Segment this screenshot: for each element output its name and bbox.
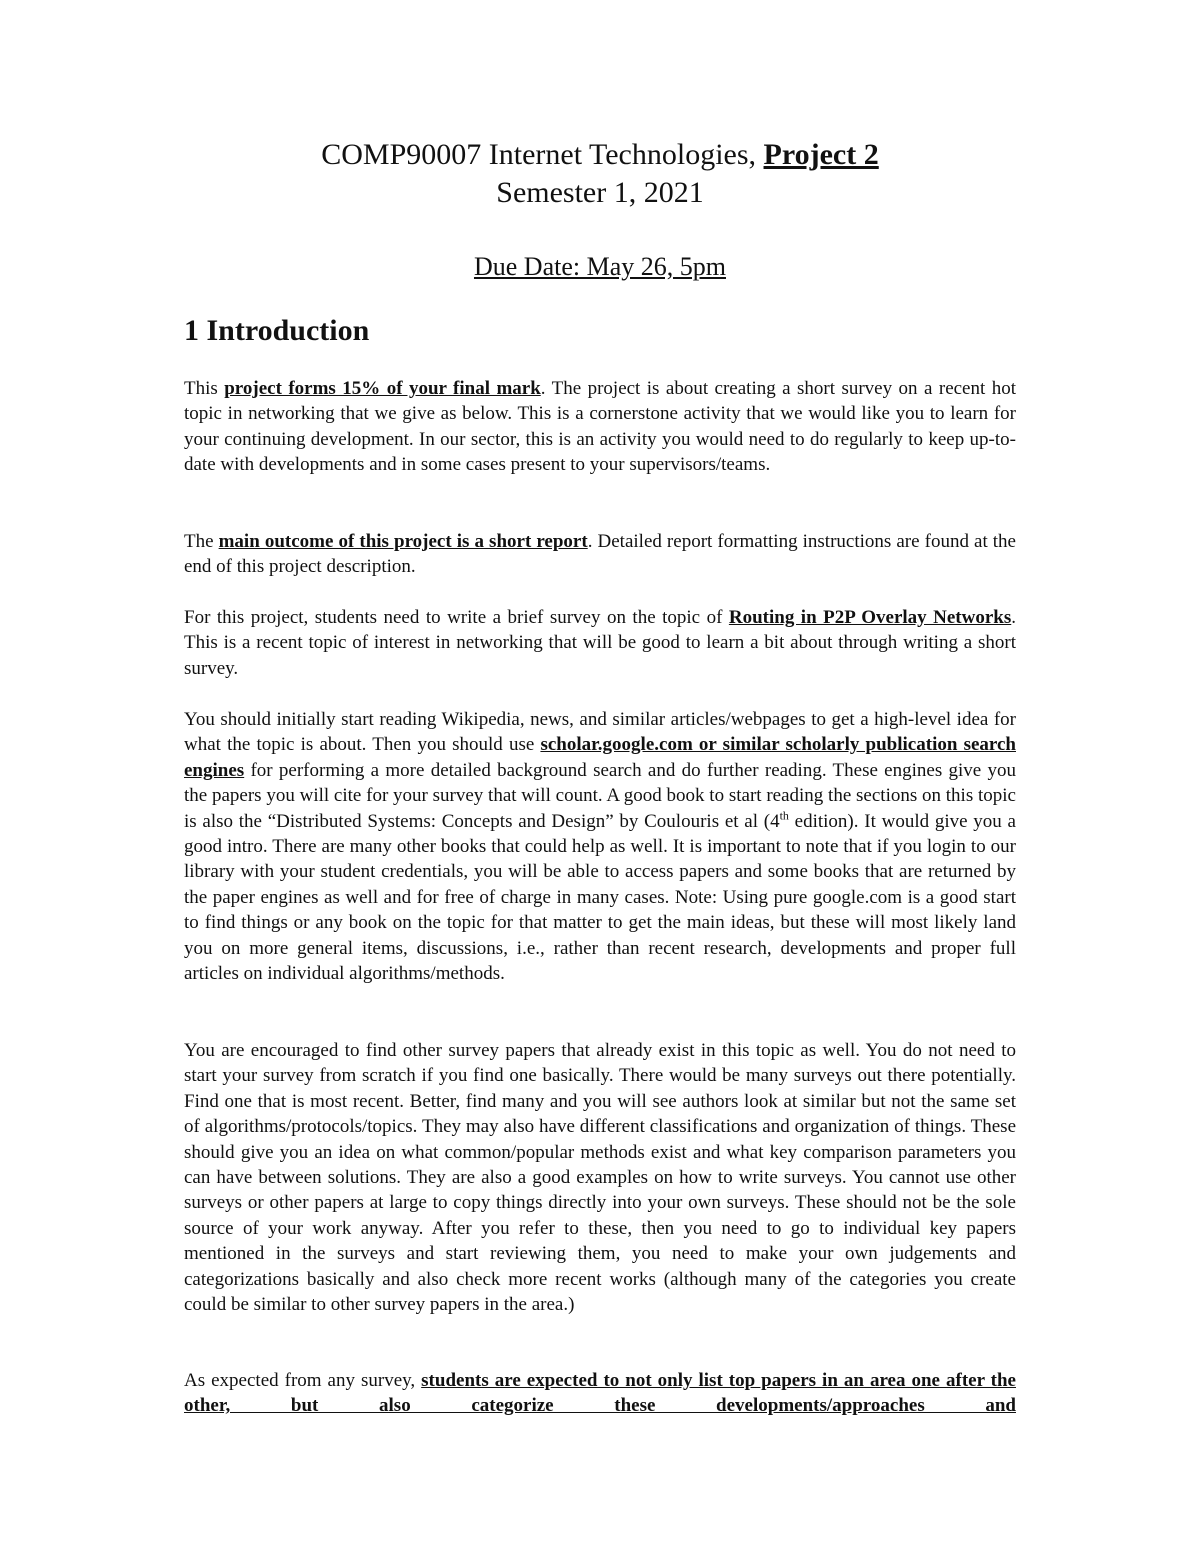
text-run: . This is a recent topic of interest in networking that will be good to learn a bit about through writing a short survey.: [184, 607, 1016, 679]
text-run: You are encouraged to find other survey papers that already exist in this topic as well. You do not need to start your survey from scratch if you find one basically. There would be many surveys out there potentially. Find one that is most recent. Better, find many and you will see authors look at similar but not the same set of algorithms/protocols/topics. They may also have different classifications and organization of things. These should give you an idea on what common/popular methods exist and what key comparison parameters you can have between solutions. They are also a good examples on how to write surveys. You cannot use other surveys or other papers at large to copy things directly into your own surveys. These should not be the sole source of your work anyway. After you refer to these, then you need to go to individual key papers mentioned in the surveys and start reviewing them, you need to make your own judgements and categorizations basically and also check more recent works (although many of the categories you create could be similar to other survey papers in the area.): [184, 1040, 1016, 1316]
paragraph-project-weight: [184, 376, 1016, 478]
due-date: Due Date: May 26, 5pm: [473, 252, 726, 281]
emphasis-categorize: students are expected to not only list top papers in an area one after the other, but also categorize these developments/approaches and: [184, 1370, 1016, 1417]
text-run: The: [184, 531, 219, 552]
paragraph-survey-papers: [184, 1038, 1016, 1317]
text-run: edition). It would give you a good intro. There are many other books that could help as well. It is important to note that if you login to our library with your student credentials, you will be able to access papers and some books that are returned by the paper engines as well and for free of charge in many cases. Note: Using pure google.com is a good start to find things or any book on the topic for that matter to get the main ideas, but these will most likely land you on more general items, discussions, i.e., rather than recent research, developments and proper full articles on individual algorithms/methods.: [184, 810, 1016, 985]
text-run: for performing a more detailed background search and do further reading. These engines give you the papers you will cite for your survey that will count. A good book to start reading the sections on this topic is also the “Distributed Systems: Concepts and Design” by Coulouris et al (4: [184, 759, 1016, 832]
semester-line: Semester 1, 2021: [496, 176, 704, 209]
emphasis-final-mark: project forms 15% of your final mark: [224, 378, 541, 399]
section-heading-introduction: 1 Introduction: [184, 314, 370, 347]
emphasis-search-engines: scholar.google.com or similar scholarly publication search engines: [184, 734, 1016, 781]
text-run: You should initially start reading Wikipedia, news, and similar articles/webpages to get a high-level idea for what the topic is about. Then you should use: [184, 709, 1016, 756]
project-number: Project 2: [763, 138, 879, 171]
text-run: . The project is about creating a short survey on a recent hot topic in networking that we give as below. This is a cornerstone activity that we would like you to learn for your continuing development. In our sector, this is an activity you would need to do regularly to keep up-to-date with developments and in some cases present to your supervisors/teams.: [184, 378, 1016, 476]
paragraph-main-outcome: [184, 529, 1016, 580]
superscript-edition: th: [779, 808, 789, 823]
emphasis-short-report: main outcome of this project is a short report: [218, 531, 588, 552]
course-title: COMP90007 Internet Technologies,: [321, 138, 764, 171]
text-run: For this project, students need to write a brief survey on the topic of: [184, 607, 729, 628]
paragraph-reading-guidance: [184, 707, 1016, 986]
paragraph-expectations: [184, 1368, 1016, 1419]
document-title: [0, 137, 1200, 173]
text-run: As expected from any survey,: [184, 1370, 422, 1391]
text-run: . Detailed report formatting instructions are found at the end of this project description.: [184, 531, 1016, 578]
emphasis-topic: Routing in P2P Overlay Networks: [728, 607, 1012, 628]
text-run: This: [184, 378, 225, 399]
paragraph-topic: [184, 605, 1016, 681]
